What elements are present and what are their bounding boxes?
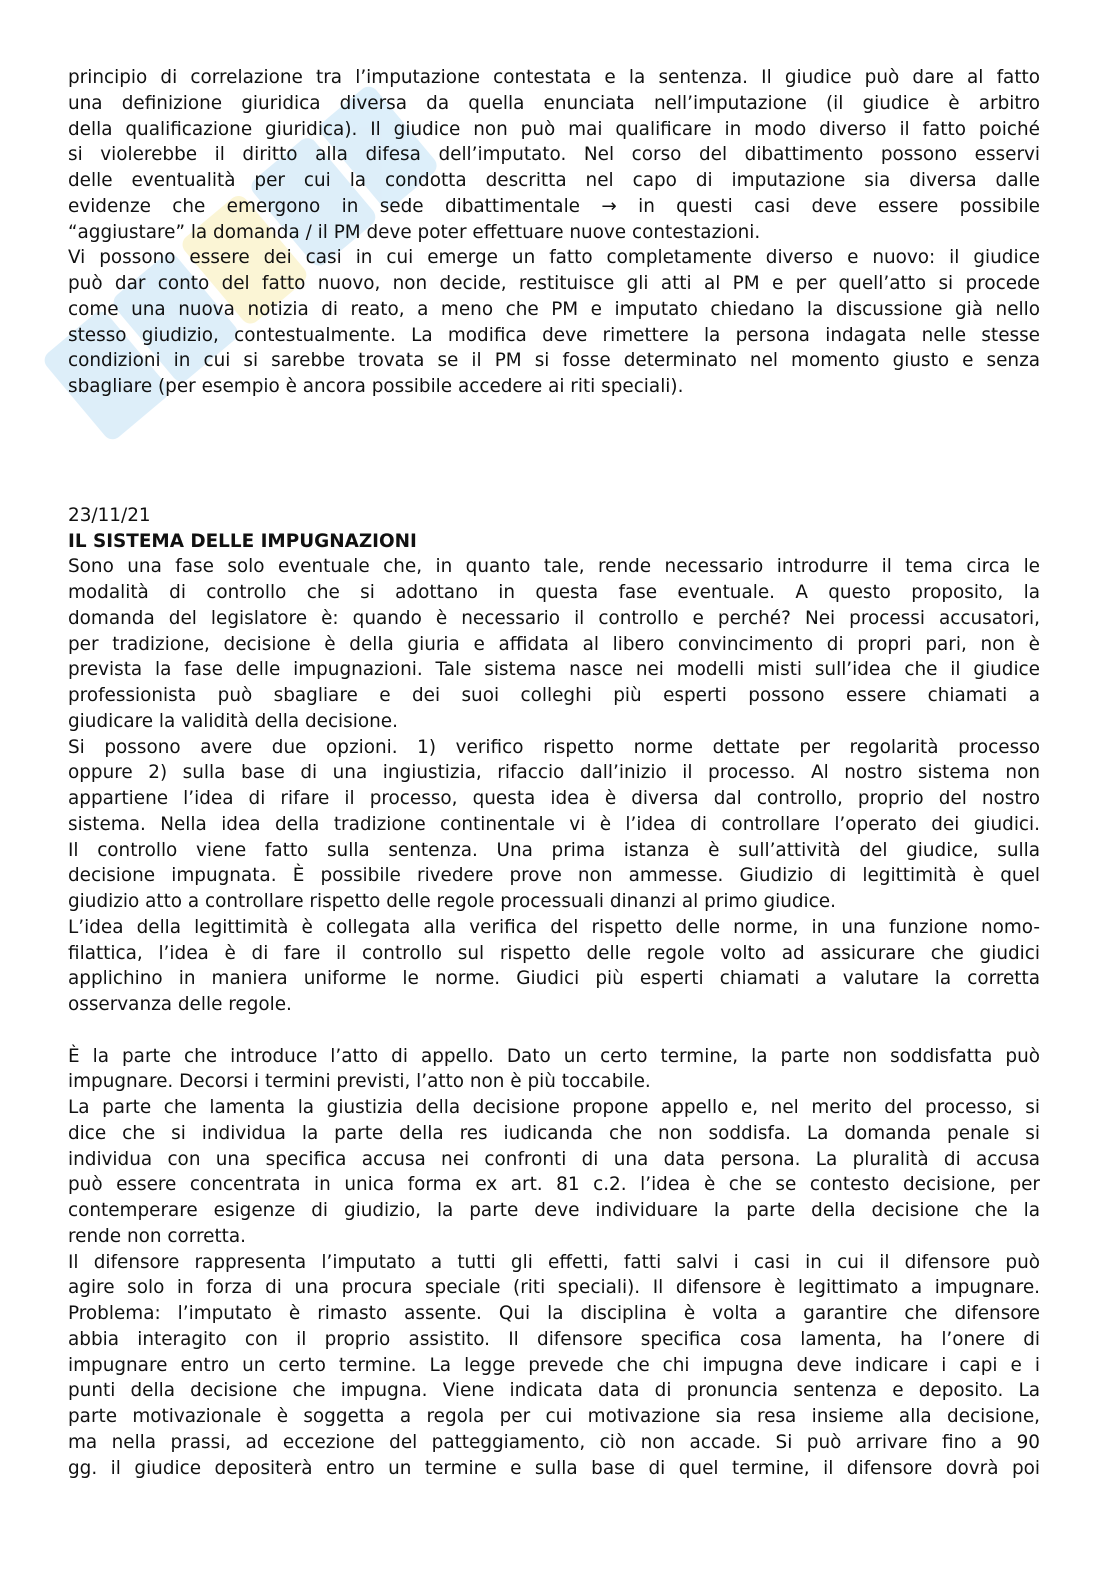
text-line: si violerebbe il diritto alla difesa dell’imputato. Nel corso del dibattimento possono esservi [68,144,1040,166]
text-line: appartiene l’idea di rifare il processo, questa idea è diversa dal controllo, proprio del nostro [68,788,1040,809]
text-line: professionista può sbagliare e dei suoi colleghi più esperti possono essere chiamati a [68,685,1040,706]
text-line: abbia interagito con il proprio assistito. Il difensore specifica cosa lamenta, ha l’onere di [68,1328,1040,1350]
blank-line [68,400,1040,426]
text-line: della qualificazione giuridica). Il giudice non può mai qualificare in modo diverso il fatto poiché [68,118,1040,140]
text-line: Vi possono essere dei casi in cui emerge un fatto completamente diverso e nuovo: il giudice [68,247,1040,269]
text-line: può essere concentrata in unica forma ex art. 81 c.2. l’idea è che se contesto decisione, per [68,1174,1040,1196]
paragraph [68,1250,1040,1482]
text-line: come una nuova notizia di reato, a meno che PM e imputato chiedano la discussione già nello [68,298,1040,320]
blank-line [68,426,1040,452]
text-line: parte motivazionale è soggetta a regola per cui motivazione sia resa insieme alla decisione, [68,1406,1040,1427]
text-line: evidenze che emergono in sede dibattimentale → in questi casi deve essere possibile [68,195,1040,217]
text-line: La parte che lamenta la giustizia della decisione propone appello e, nel merito del processo, si [68,1097,1040,1118]
text-line: Si possono avere due opzioni. 1) verifico rispetto norme dettate per regolarità processo [68,736,1040,758]
text-line: 23/11/21 [68,504,151,526]
blank-line [68,451,1040,477]
paragraph [68,1095,1040,1250]
blank-line [68,477,1040,503]
text-line: Il controllo viene fatto sulla sentenza. Una prima istanza è sull’attività del giudice, sulla [68,839,1040,861]
text-line: decisione impugnata. È possibile rivedere prove non ammesse. Giudizio di legittimità è quel [68,865,1040,887]
text-line: punti della decisione che impugna. Viene indicata data di pronuncia sentenza e deposito. La [68,1380,1040,1402]
text-line: dice che si individua la parte della res iudicanda che non soddisfa. La domanda penale si [68,1122,1040,1144]
text-line: È la parte che introduce l’atto di appello. Dato un certo termine, la parte non soddisfatta può [68,1045,1040,1067]
paragraph [68,245,1040,400]
text-line: applichino in maniera uniforme le norme. Giudici più esperti chiamati a valutare la corretta [68,968,1040,990]
text-line: L’idea della legittimità è collegata alla verifica del rispetto delle norme, in una funzione nomo- [68,916,1040,938]
text-line: IL SISTEMA DELLE IMPUGNAZIONI [68,530,417,552]
text-line: domanda del legislatore è: quando è necessario il controllo e perché? Nei processi accusatori, [68,607,1040,629]
text-line: osservanza delle regole. [68,994,292,1015]
text-line: ma nella prassi, ad eccezione del patteggiamento, ciò non accade. Si può arrivare fino a 90 [68,1431,1040,1453]
text-line: contemperare esigenze di giudizio, la parte deve individuare la parte della decisione che la [68,1200,1040,1221]
text-line: sbagliare (per esempio è ancora possibile accedere ai riti speciali). [68,376,684,397]
text-line: giudizio atto a controllare rispetto delle regole processuali dinanzi al primo giudice. [68,891,836,912]
text-line: oppure 2) sulla base di una ingiustizia, rifaccio dall’inizio il processo. Al nostro sistema non [68,762,1040,784]
text-line: può dar conto del fatto nuovo, non decide, restituisce gli atti al PM e per quell’atto si procede [68,273,1040,294]
paragraph [68,65,1040,245]
text-line: Problema: l’imputato è rimasto assente. Qui la disciplina è volta a garantire che difensore [68,1303,1040,1324]
text-line: delle eventualità per cui la condotta descritta nel capo di imputazione sia diversa dalle [68,170,1040,191]
lecture-date [68,503,1040,529]
section-heading [68,529,1040,555]
text-line: filattica, l’idea è di fare il controllo sul rispetto delle regole volto ad assicurare che giudici [68,942,1040,964]
text-line: impugnare entro un certo termine. La legge prevede che chi impugna deve indicare i capi e i [68,1354,1040,1376]
blank-line [68,1018,1040,1044]
text-line: agire solo in forza di una procura speciale (riti speciali). Il difensore è legittimato a impugnare. [68,1277,1040,1299]
text-line: per tradizione, decisione è della giuria e affidata al libero convincimento di propri pari, non è [68,633,1040,655]
text-line: “aggiustare” la domanda / il PM deve poter effettuare nuove contestazioni. [68,221,761,243]
text-line: individua con una specifica accusa nei confronti di una data persona. La pluralità di accusa [68,1148,1040,1170]
paragraph [68,1044,1040,1096]
text-line: stesso giudizio, contestualmente. La modifica deve rimettere la persona indagata nelle stesse [68,324,1040,346]
text-line: gg. il giudice depositerà entro un termine e sulla base di quel termine, il difensore dovrà poi [68,1457,1040,1479]
text-line: prevista la fase delle impugnazioni. Tale sistema nasce nei modelli misti sull’idea che il giudice [68,659,1040,681]
text-line: principio di correlazione tra l’imputazione contestata e la sentenza. Il giudice può dare al fatto [68,67,1040,88]
paragraph [68,735,1040,915]
text-line: sistema. Nella idea della tradizione continentale vi è l’idea di controllare l’operato dei giudici. [68,813,1040,835]
text-line: Il difensore rappresenta l’imputato a tutti gli effetti, fatti salvi i casi in cui il difensore può [68,1251,1040,1273]
text-line: condizioni in cui si sarebbe trovata se il PM si fosse determinato nel momento giusto e senza [68,350,1040,372]
text-line: modalità di controllo che si adottano in questa fase eventuale. A questo proposito, la [68,582,1040,603]
text-line: una definizione giuridica diversa da quella enunciata nell’imputazione (il giudice è arbitro [68,92,1040,114]
text-line: impugnare. Decorsi i termini previsti, l’atto non è più toccabile. [68,1071,651,1093]
paragraph [68,554,1040,734]
text-line: Sono una fase solo eventuale che, in quanto tale, rende necessario introdurre il tema circa le [68,556,1040,578]
paragraph [68,915,1040,1018]
text-line: rende non corretta. [68,1225,246,1247]
document-page [68,65,1040,1481]
text-line: giudicare la validità della decisione. [68,710,398,732]
